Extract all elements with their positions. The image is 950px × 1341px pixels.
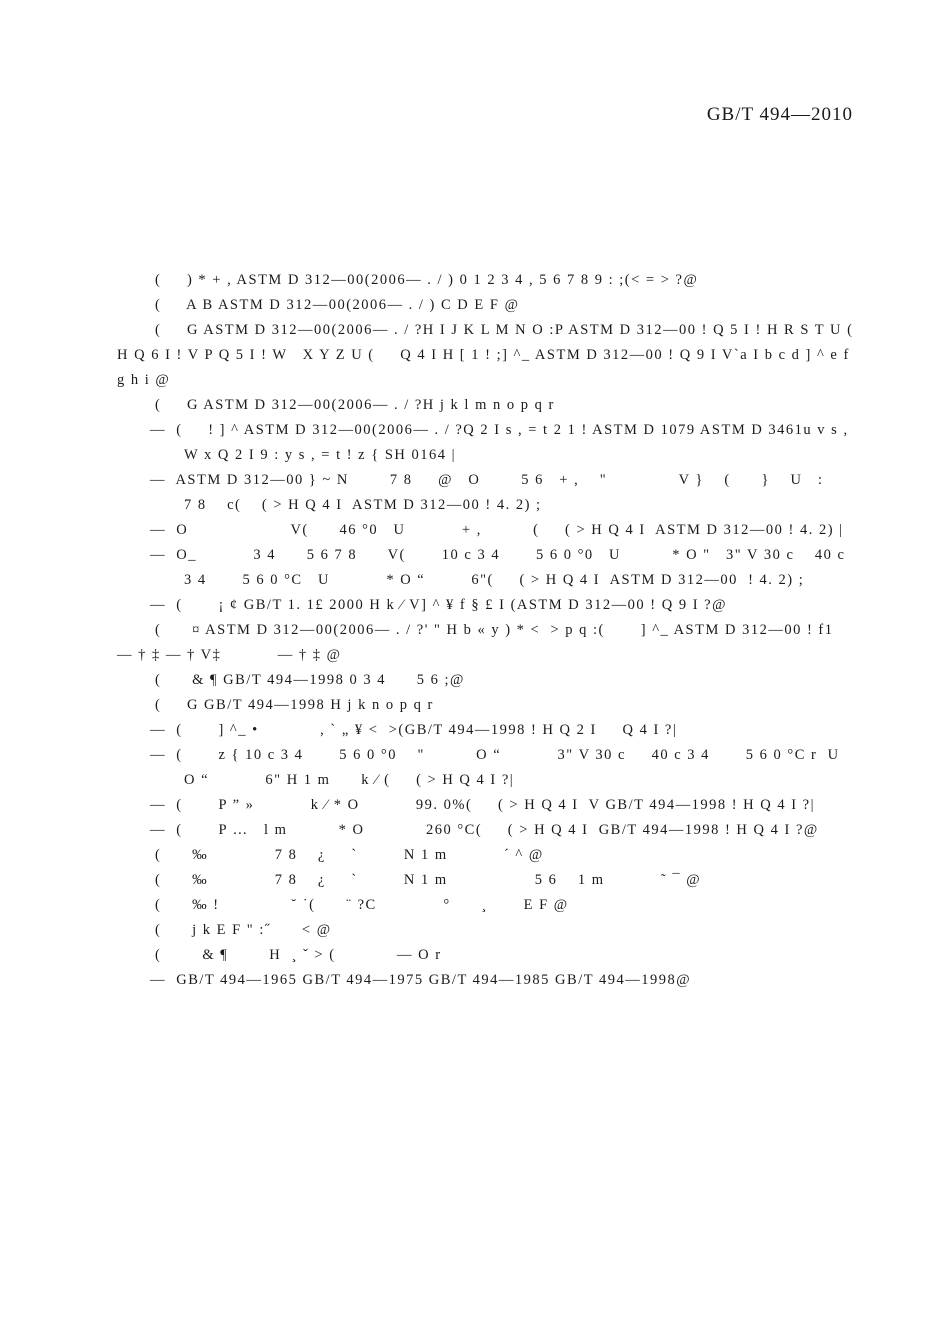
dash-list-item: — ( ! ] ^ ASTM D 312—00(2006— . / ?Q 2 I s , = t 2 1 ! ASTM D 1079 ASTM D 3461u v s , W x Q 2 I 9 : y s , = t ! z { SH 0164 | — [150, 422, 874, 463]
paragraph: ( ‰ 7 8 ¿ ` N 1 m ´ ^ @ — [155, 847, 544, 863]
paragraph: ( ) * + , ASTM D 312—00(2006— . / ) 0 1 2 3 4 , 5 6 7 8 9 : ;(< = > ?@ — [155, 272, 699, 288]
dash-list-item: — O V( 46 °0 U + , ( ( > H Q 4 I ASTM D 312—00 ! 4. 2) | — [150, 522, 844, 538]
paragraph: ( G GB/T 494—1998 H j k n o p q r — [155, 697, 434, 713]
paragraph: ( G ASTM D 312—00(2006— . / ?H I J K L M N O :P ASTM D 312—00 ! Q 5 I ! H R S T U ( H Q 6 I ! V P Q 5 I ! W X Y Z U ( Q 4 I H [ 1 ! ;] ^_ ASTM D 312—00 ! Q 9 I V`a I b c d ] ^ e f g h i @ — [117, 322, 880, 388]
document-body — [117, 268, 896, 993]
paragraph: ( & ¶ GB/T 494—1998 0 3 4 5 6 ;@ — [155, 672, 465, 688]
dash-list-item: — O_ 3 4 5 6 7 8 V( 10 c 3 4 5 6 0 °0 U * O " 3" V 30 c 40 c 3 4 5 6 0 °C U * O “ 6"( ( > H Q 4 I ASTM D 312—00 ! 4. 2) ; — [150, 547, 851, 588]
paragraph: ( & ¶ H ¸ ˇ > ( — O r — [155, 947, 442, 963]
standard-code-header: GB/T 494—2010 — [706, 104, 853, 125]
dash-list-item: — ( ] ^_ • , ` „ ¥ < >(GB/T 494—1998 ! H Q 2 I Q 4 I ?| — [150, 722, 678, 738]
paragraph: ( ‰ 7 8 ¿ ` N 1 m 5 6 1 m ˜ ¯ @ — [155, 872, 702, 888]
dash-list-item: — ( P ” » k ⁄ * O 99. 0%( ( > H Q 4 I V GB/T 494—1998 ! H Q 4 I ?| — [150, 797, 816, 813]
dash-list-item: — ( P … l m * O 260 °C( ( > H Q 4 I GB/T 494—1998 ! H Q 4 I ?@ — [150, 822, 819, 838]
paragraph: ( ‰ ! ˘ ˙( ¨ ?C ° ¸ E F @ — [155, 897, 569, 913]
dash-list-item: — ( z { 10 c 3 4 5 6 0 °0 " O “ 3" V 30 c 40 c 3 4 5 6 0 °C r U O “ 6" H 1 m k ⁄ ( ( > H Q 4 I ?| — [150, 747, 896, 788]
paragraph: ( ¤ ASTM D 312—00(2006— . / ?' " H b « y ) * < > p q :( ] ^_ ASTM D 312—00 ! f1 — † ‡ — † V‡ — † ‡ @ — [117, 622, 860, 663]
dash-list-item: — ( ¡ ¢ GB/T 1. 1£ 2000 H k ⁄ V] ^ ¥ f § £ I (ASTM D 312—00 ! Q 9 I ?@ — [150, 597, 727, 613]
paragraph: ( A B ASTM D 312—00(2006— . / ) C D E F @ — [155, 297, 520, 313]
paragraph: ( G ASTM D 312—00(2006— . / ?H j k l m n o p q r — [155, 397, 555, 413]
paragraph: ( j k E F " :˝ < @ — [155, 922, 332, 938]
dash-list-item: — GB/T 494—1965 GB/T 494—1975 GB/T 494—1985 GB/T 494—1998@ — [150, 972, 692, 988]
dash-list-item: — ASTM D 312—00 } ~ N 7 8 @ O 5 6 + , " V } ( } U : 7 8 c( ( > H Q 4 I ASTM D 312—00 ! 4. 2) ; — [150, 472, 875, 513]
